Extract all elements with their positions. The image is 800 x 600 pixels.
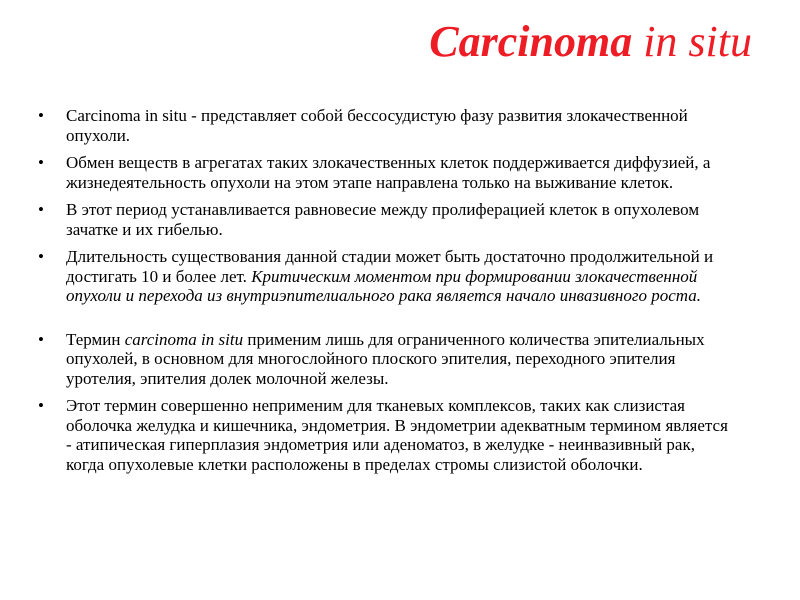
bullet-italic-text: Критическим моментом при формировании злокачественной опухоли и перехода из внутриэпителиального рака является начало инвазивного роста.: [66, 266, 702, 305]
bullet-text: Carcinoma in situ - представляет собой бессосудистую фазу развития злокачественной опухоли.: [66, 106, 688, 145]
bullet-text: В этот период устанавливается равновесие между пролиферацией клеток в опухолевом зачатке и их гибелью.: [66, 200, 700, 239]
bullet-item-1: [38, 106, 728, 145]
bullet-text: Длительность существования данной стадии может быть достаточно продолжительной и достигать 10 и более лет.: [66, 247, 714, 286]
bullet-item-4: [38, 247, 728, 306]
title-main: Carcinoma: [429, 17, 633, 66]
bullet-italic-term: carcinoma in situ: [124, 329, 244, 349]
bullet-list: [38, 106, 728, 482]
bullet-item-5: [38, 330, 728, 389]
bullet-item-3: [38, 200, 728, 239]
bullet-item-2: [38, 153, 728, 192]
title-suffix: in situ: [632, 17, 752, 66]
slide-title: [429, 14, 752, 70]
bullet-item-6: [38, 396, 728, 474]
bullet-text-post: применим лишь для ограниченного количества эпителиальных опухолей, в основном для многослойного плоского эпителия, переходного эпителия уротелия, эпителия долек молочной железы.: [66, 329, 705, 388]
bullet-text: Этот термин совершенно неприменим для тканевых комплексов, таких как слизистая оболочка желудка и кишечника, эндометрия. В эндометрии адекватным термином является - атипическая гиперплазия эндометрия или аденоматоз, в желудке - неинвазивный рак, когда опухолевые клетки расположены в пределах стромы слизистой оболочки.: [66, 396, 728, 474]
bullet-text-pre: Термин: [66, 329, 125, 349]
bullet-text: Обмен веществ в агрегатах таких злокачественных клеток поддерживается диффузией, а жизнедеятельность опухоли на этом этапе направлена только на выживание клеток.: [66, 153, 711, 192]
